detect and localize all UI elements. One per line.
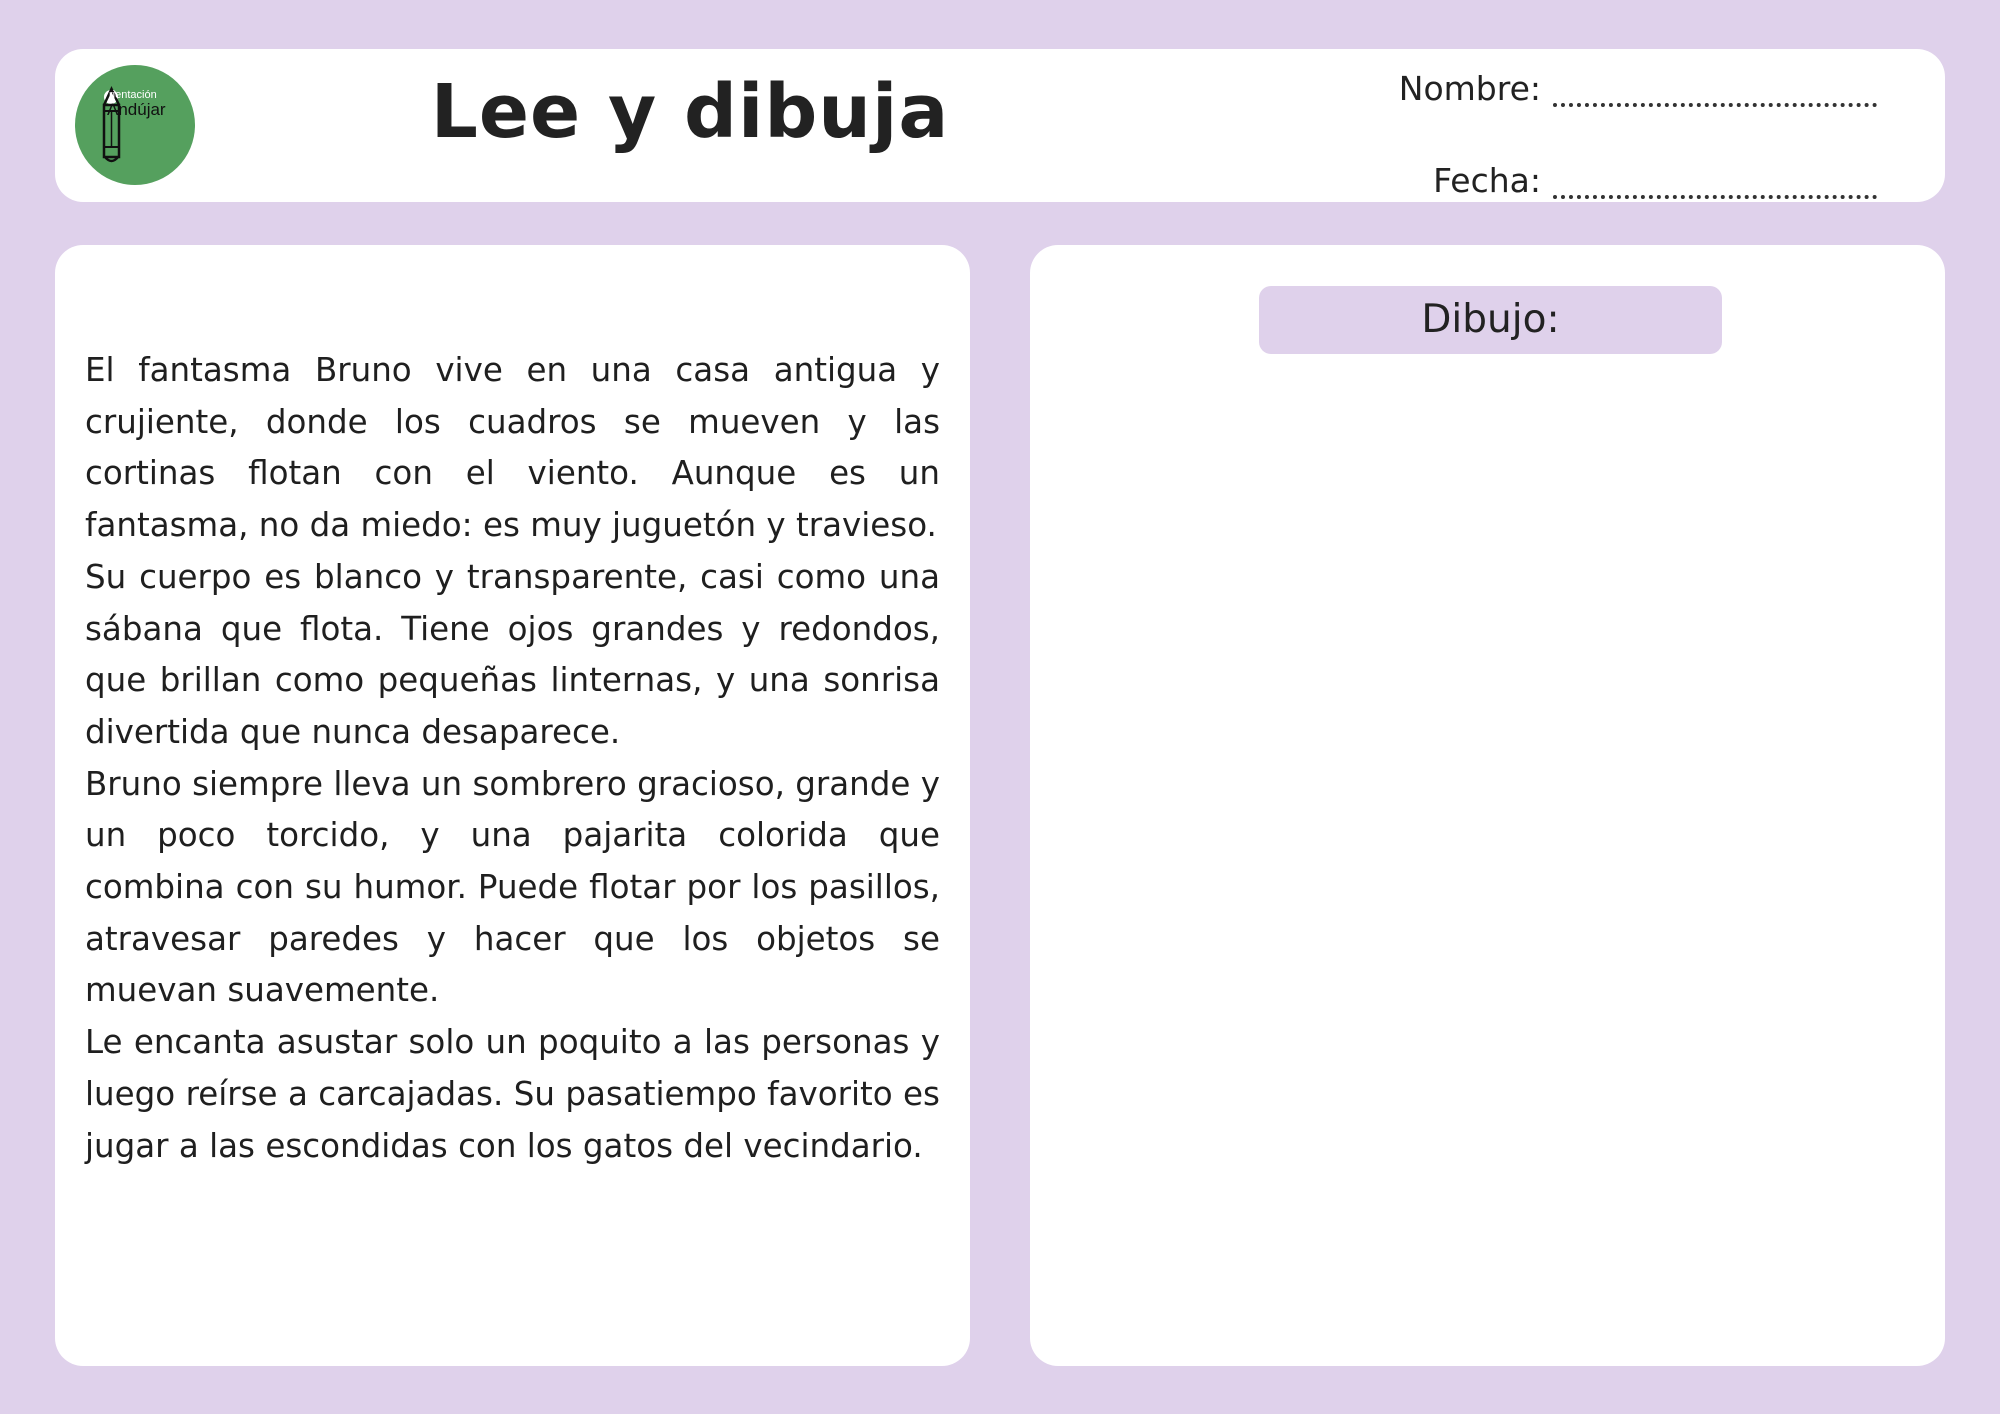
date-label: Fecha: <box>1433 161 1541 200</box>
story-text <box>85 345 940 1172</box>
name-dotted-line[interactable] <box>1553 101 1877 107</box>
story-paragraph-3: Bruno siempre lleva un sombrero gracioso, grande y un poco torcido, y una pajarita colorida que combina con su humor. Puede flotar por los pasillos, atravesar paredes y hacer que los objetos se muevan suavemente. <box>85 764 940 1010</box>
story-paragraph-1: El fantasma Bruno vive en una casa antigua y crujiente, donde los cuadros se mueven y las cortinas flotan con el viento. Aunque es un fantasma, no da miedo: es muy juguetón y travieso. <box>85 351 940 545</box>
story-paragraph-2: Su cuerpo es blanco y transparente, casi como una sábana que flota. Tiene ojos grandes y redondos, que brillan como pequeñas linternas, y una sonrisa divertida que nunca desaparece. <box>85 557 940 751</box>
page-title: Lee y dibuja <box>430 69 950 155</box>
logo-text-top: rientación <box>109 89 157 101</box>
header-card <box>55 49 1945 202</box>
logo-text-main: Andújar <box>107 100 166 119</box>
reading-panel <box>55 245 970 1366</box>
drawing-area[interactable] <box>1060 380 1915 1340</box>
story-paragraph-4: Le encanta asustar solo un poquito a las personas y luego reírse a carcajadas. Su pasatiempo favorito es jugar a las escondidas con los gatos del vecindario. <box>85 1023 940 1165</box>
drawing-panel <box>1030 245 1945 1366</box>
date-field[interactable] <box>1433 153 1877 200</box>
date-dotted-line[interactable] <box>1553 193 1877 199</box>
name-field[interactable] <box>1398 61 1877 108</box>
drawing-label: Dibujo: <box>1259 286 1722 354</box>
name-label: Nombre: <box>1398 69 1541 108</box>
